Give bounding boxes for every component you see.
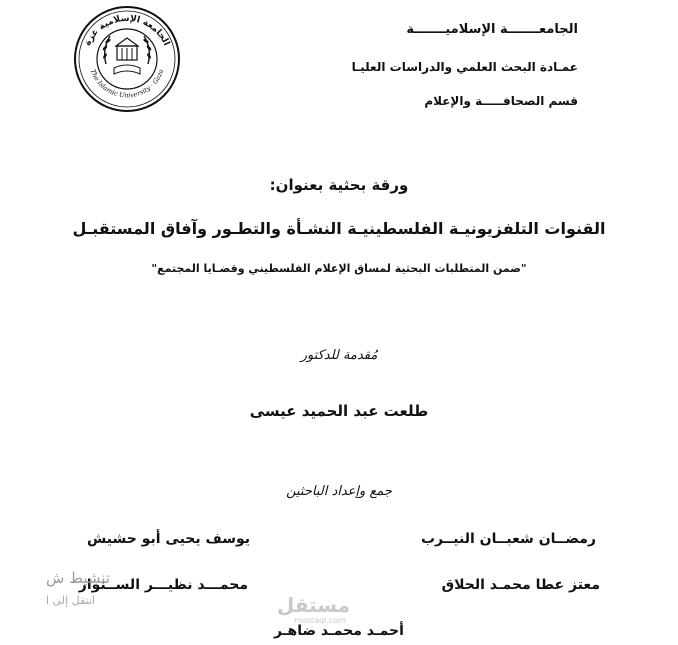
mostaql-watermark (276, 593, 350, 625)
department-name: قسم الصحافـــــة والإعلام (424, 94, 578, 108)
svg-text:The Islamic University · Gaza: The Islamic University · Gaza (88, 68, 166, 100)
watermark-latin: mostaql.com (294, 616, 346, 625)
deanship-name: عمـادة البحث العلمي والدراسات العليـا (351, 60, 578, 74)
presented-to-label: مُقدمة للدكتور (300, 348, 378, 363)
activate-windows-subtext: انتقل إلى ا (46, 594, 95, 607)
researcher-name: معتز عطا محمـد الحلاق (441, 577, 600, 593)
activate-windows-overlay: تنشيط ش (46, 569, 110, 587)
researcher-name: يوسف يحيى أبو حشيش (87, 531, 250, 547)
watermark-arabic: مستقل (276, 593, 350, 617)
paper-title: القنوات التلفزيونيـة الفلسطينيـة النشـأة والتطـور وآفاق المستقبـل (72, 219, 606, 238)
researcher-name: محمـــد نظيـــر الســنوار (78, 577, 248, 593)
paper-label: ورقة بحثية بعنوان: (269, 176, 409, 194)
researcher-name: رمضــان شعبــان النيــرب (420, 531, 596, 547)
collected-by-label: جمع وإعداد الباحثين (286, 484, 392, 499)
svg-text:الجامعة الإسلامية غزة: الجامعة الإسلامية غزة (82, 13, 172, 48)
paper-subtitle: "ضمن المتطلبات البحثية لمساق الإعلام الفلسطيني وقضـايا المجتمع" (151, 262, 527, 275)
supervisor-name: طلعت عبد الحميد عيسى (249, 402, 429, 420)
university-seal-logo (72, 4, 182, 114)
researcher-name: أحمـد محمـد ضاهـر (274, 623, 404, 639)
university-name: الجامعـــــــة الإسلاميـــــــة (406, 22, 578, 37)
